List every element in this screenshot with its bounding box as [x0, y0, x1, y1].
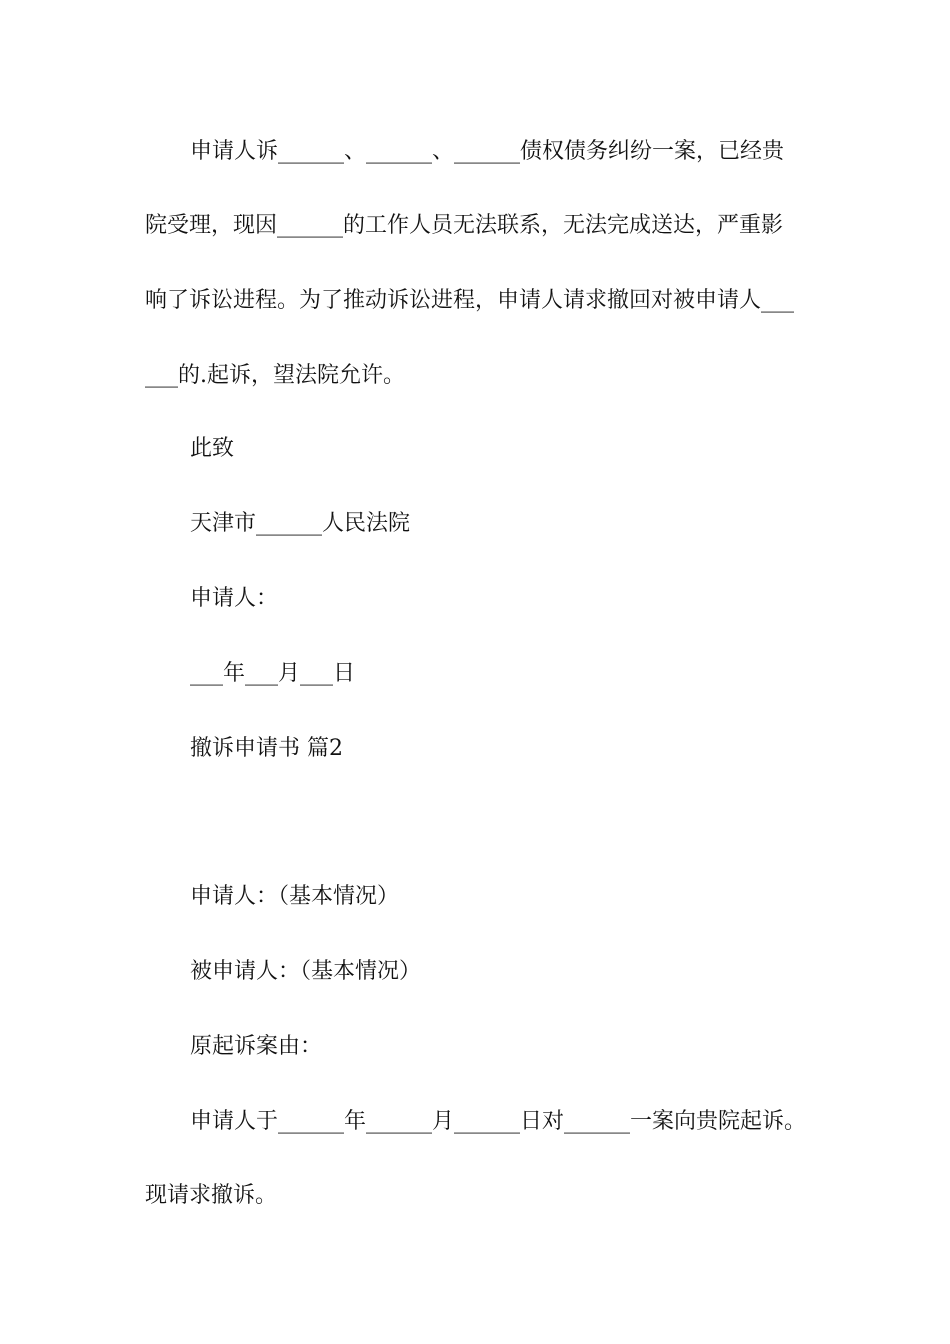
section-title: 撤诉申请书 篇2 [190, 736, 343, 761]
respondent-info: 被申请人：（基本情况） [190, 959, 422, 984]
para1-line4: ___的.起诉，望法院允许。 [145, 363, 405, 388]
applicant-info: 申请人：（基本情况） [190, 884, 400, 909]
salutation: 此致 [190, 436, 235, 461]
court-name: 天津市______人民法院 [190, 511, 411, 536]
para2-line2: 现请求撤诉。 [145, 1183, 278, 1208]
date-line: ___年___月___日 [190, 661, 356, 686]
case-cause: 原起诉案由： [190, 1034, 323, 1059]
para1-line3: 响了诉讼进程。为了推动诉讼进程，申请人请求撤回对被申请人___ [145, 288, 795, 313]
applicant-signature: 申请人： [190, 586, 279, 611]
para1-line2: 院受理，现因______的工作人员无法联系，无法完成送达，严重影 [145, 213, 784, 238]
para2-line1: 申请人于______年______月______日对______一案向贵院起诉。 [190, 1109, 807, 1134]
para1-line1: 申请人诉______、______、______债权债务纠纷一案，已经贵 [190, 139, 785, 164]
